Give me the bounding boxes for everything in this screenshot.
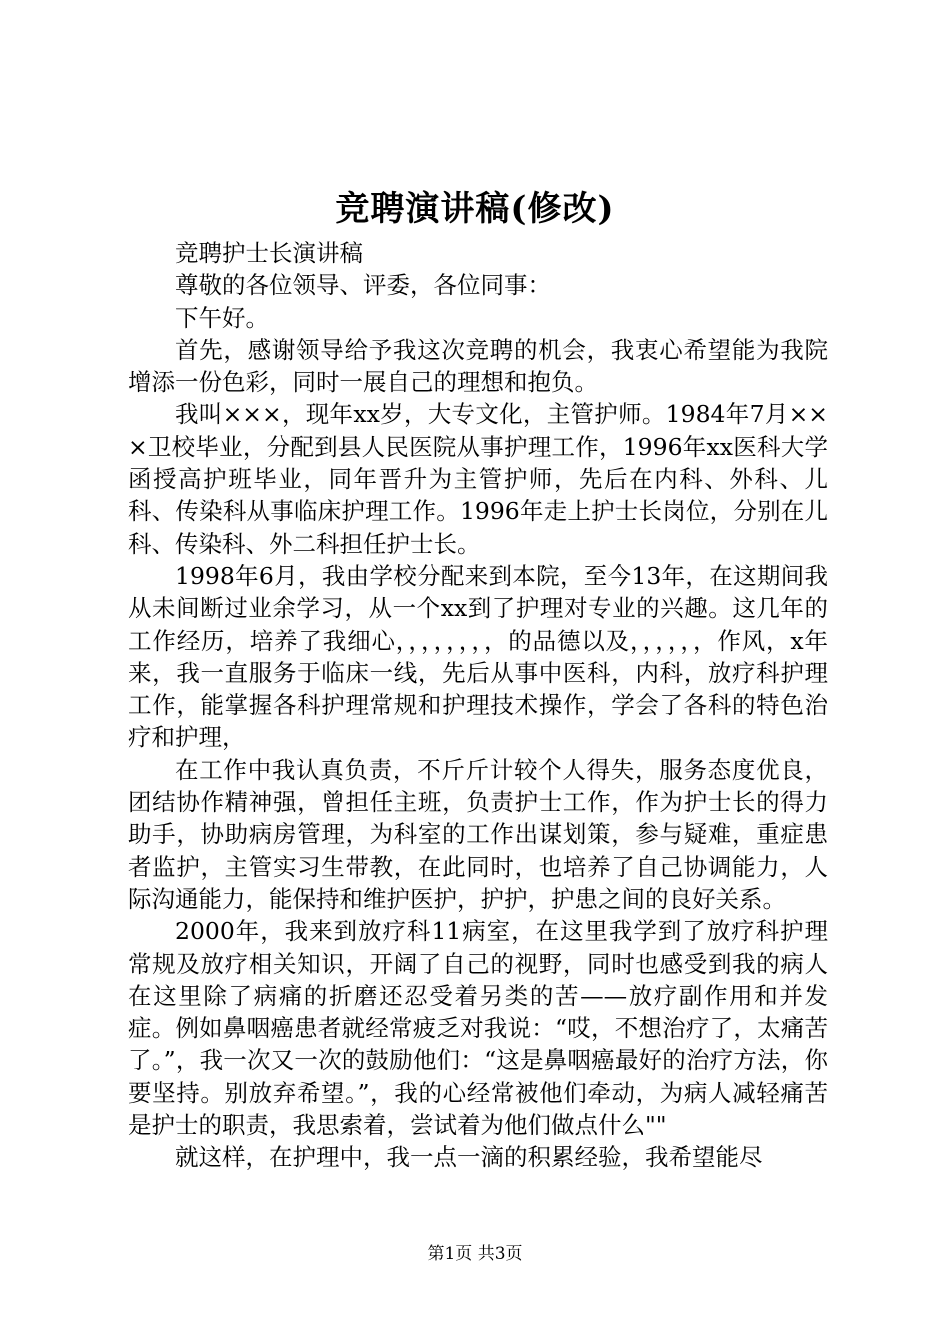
paragraph: 下午好。: [175, 303, 269, 332]
paragraph: 尊敬的各位领导、评委，各位同事：: [175, 271, 551, 300]
paragraph: 我叫×××，现年xx岁，大专文化，主管护师。1984年7月×××卫校毕业，分配到县人民医院从事护理工作，1996年xx医科大学函授高护班毕业，同年晋升为主管护师，先后在内科、外科、儿科、传染科从事临床护理工作。1996年走上护士长岗位，分别在儿科、传染科、外二科担任护士长。: [128, 400, 828, 558]
paragraph: 在工作中我认真负责，不斤斤计较个人得失，服务态度优良，团结协作精神强，曾担任主班，负责护士工作，作为护士长的得力助手，协助病房管理，为科室的工作出谋划策，参与疑难，重症患者监护，主管实习生带教，在此同时，也培养了自己协调能力，人际沟通能力，能保持和维护医护，护护，护患之间的良好关系。: [128, 755, 828, 913]
document-title: 竞聘演讲稿(修改): [335, 189, 615, 229]
document-body: [128, 237, 828, 1174]
paragraph: 竞聘护士长演讲稿: [175, 239, 363, 267]
page-footer: 第1页 共3页: [427, 1244, 523, 1264]
paragraph: 2000年，我来到放疗科11病室，在这里我学到了放疗科护理常规及放疗相关知识，开阔了自己的视野，同时也感受到我的病人在这里除了病痛的折磨还忍受着另类的苦——放疗副作用和并发症。例如鼻咽癌患者就经常疲乏对我说：“哎，不想治疗了，太痛苦了。”，我一次又一次的鼓励他们：“这是鼻咽癌最好的治疗方法，你要坚持。别放弃希望。”，我的心经常被他们牵动，为病人减轻痛苦是护士的职责，我思索着，尝试着为他们做点什么"": [128, 917, 828, 1140]
paragraph: 1998年6月，我由学校分配来到本院，至今13年，在这期间我从未间断过业余学习，从一个xx到了护理对专业的兴趣。这几年的工作经历，培养了我细心，，，，，，，，的品德以及，，，，，，作风，x年来，我一直服务于临床一线，先后从事中医科，内科，放疗科护理工作，能掌握各科护理常规和护理技术操作，学会了各科的特色治疗和护理，: [128, 561, 828, 752]
paragraph: 首先，感谢领导给予我这次竞聘的机会，我衷心希望能为我院增添一份色彩，同时一展自己的理想和抱负。: [128, 335, 828, 397]
paragraph: 就这样，在护理中，我一点一滴的积累经验，我希望能尽: [175, 1143, 763, 1172]
